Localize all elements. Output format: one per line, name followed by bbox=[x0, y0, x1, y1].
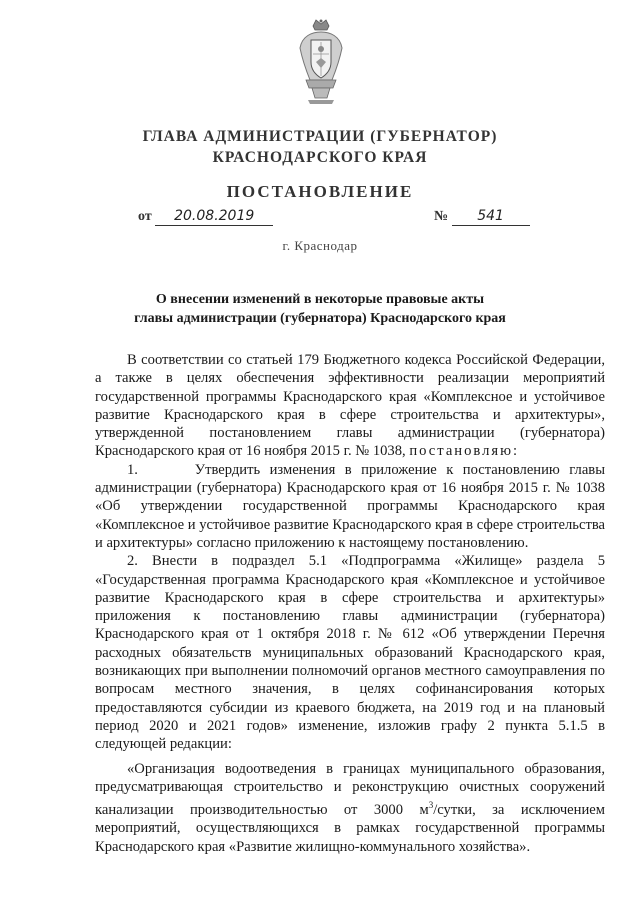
date-field bbox=[138, 208, 273, 226]
resolve-word: постановляю: bbox=[409, 443, 520, 460]
subject-line1: О внесении изменений в некоторые правовые акты bbox=[155, 292, 485, 307]
document-type: ПОСТАНОВЛЕНИЕ bbox=[226, 182, 414, 201]
org-title-line2: КРАСНОДАРСКОГО КРАЯ bbox=[212, 149, 428, 166]
document-body bbox=[95, 351, 605, 856]
number-prefix: № bbox=[434, 209, 449, 224]
paragraph-item-2: 2. Внести в подраздел 5.1 «Подпрограмма «Жилище» раздела 5 «Государственная программа Краснодарского края «Комплексное и устойчивое развитие Краснодарского края в сфере строительства и архитектуры» приложения к постановлению главы администрации (губернатора) Краснодарского края от 1 октября 2018 г. № 612 «Об утверждении Перечня расходных обязательств муниципальных образований Краснодарского края, возникающих при выполнении полномочий органов местного самоуправления по вопросам местного значения, в целях софинансирования которых предоставляются субсидии из краевого бюджета, на 2019 год и на плановый период 2020 и 2021 годов» изменение, изложив графу 2 пункта 5.1.5 в следующей редакции: bbox=[95, 553, 605, 753]
number-field bbox=[434, 208, 530, 226]
coat-of-arms-emblem bbox=[296, 18, 346, 106]
org-title-line1: ГЛАВА АДМИНИСТРАЦИИ (ГУБЕРНАТОР) bbox=[142, 128, 498, 145]
paragraph-item-1: 1. Утвердить изменения в приложение к постановлению главы администрации (губернатора) Краснодарского края от 16 ноября 2015 г. № 1038 «Об утверждении государственной программы Краснодарского края «Комплексное и устойчивое развитие Краснодарского края в сфере строительства и архитектуры» согласно приложению к настоящему постановлению. bbox=[95, 461, 605, 551]
date-value: 20.08.2019 bbox=[174, 208, 255, 224]
subject-line2: главы администрации (губернатора) Краснодарского края bbox=[134, 311, 506, 326]
quote-text-a: «Организация водоотведения в границах муниципального образования, предусматривающая строительство и реконструкцию очистных сооружений канализации производительностью от 3000 м bbox=[95, 760, 605, 818]
paragraph-preamble-text: В соответствии со статьей 179 Бюджетного кодекса Российской Федерации, а также в целях обеспечения эффективности реализации мероприятий государственной программы Краснодарского края «Комплексное и устойчивое развитие Краснодарского края в сфере строительства и архитектуры», утвержденной постановлением главы администрации (губернатора) Краснодарского края от 16 ноября 2015 г. № 1038, bbox=[95, 352, 605, 460]
date-prefix: от bbox=[138, 209, 152, 224]
paragraph-preamble bbox=[95, 351, 605, 461]
city-label: г. Краснодар bbox=[282, 238, 358, 253]
number-value: 541 bbox=[477, 208, 504, 224]
quote-text-b: /сутки, за исключением мероприятий, осуществляющихся в рамках государственной программы Краснодарского края «Развитие жилищно-коммунального хозяйства». bbox=[95, 801, 605, 855]
paragraph-quote bbox=[95, 760, 605, 856]
superscript: 3 bbox=[428, 800, 434, 811]
